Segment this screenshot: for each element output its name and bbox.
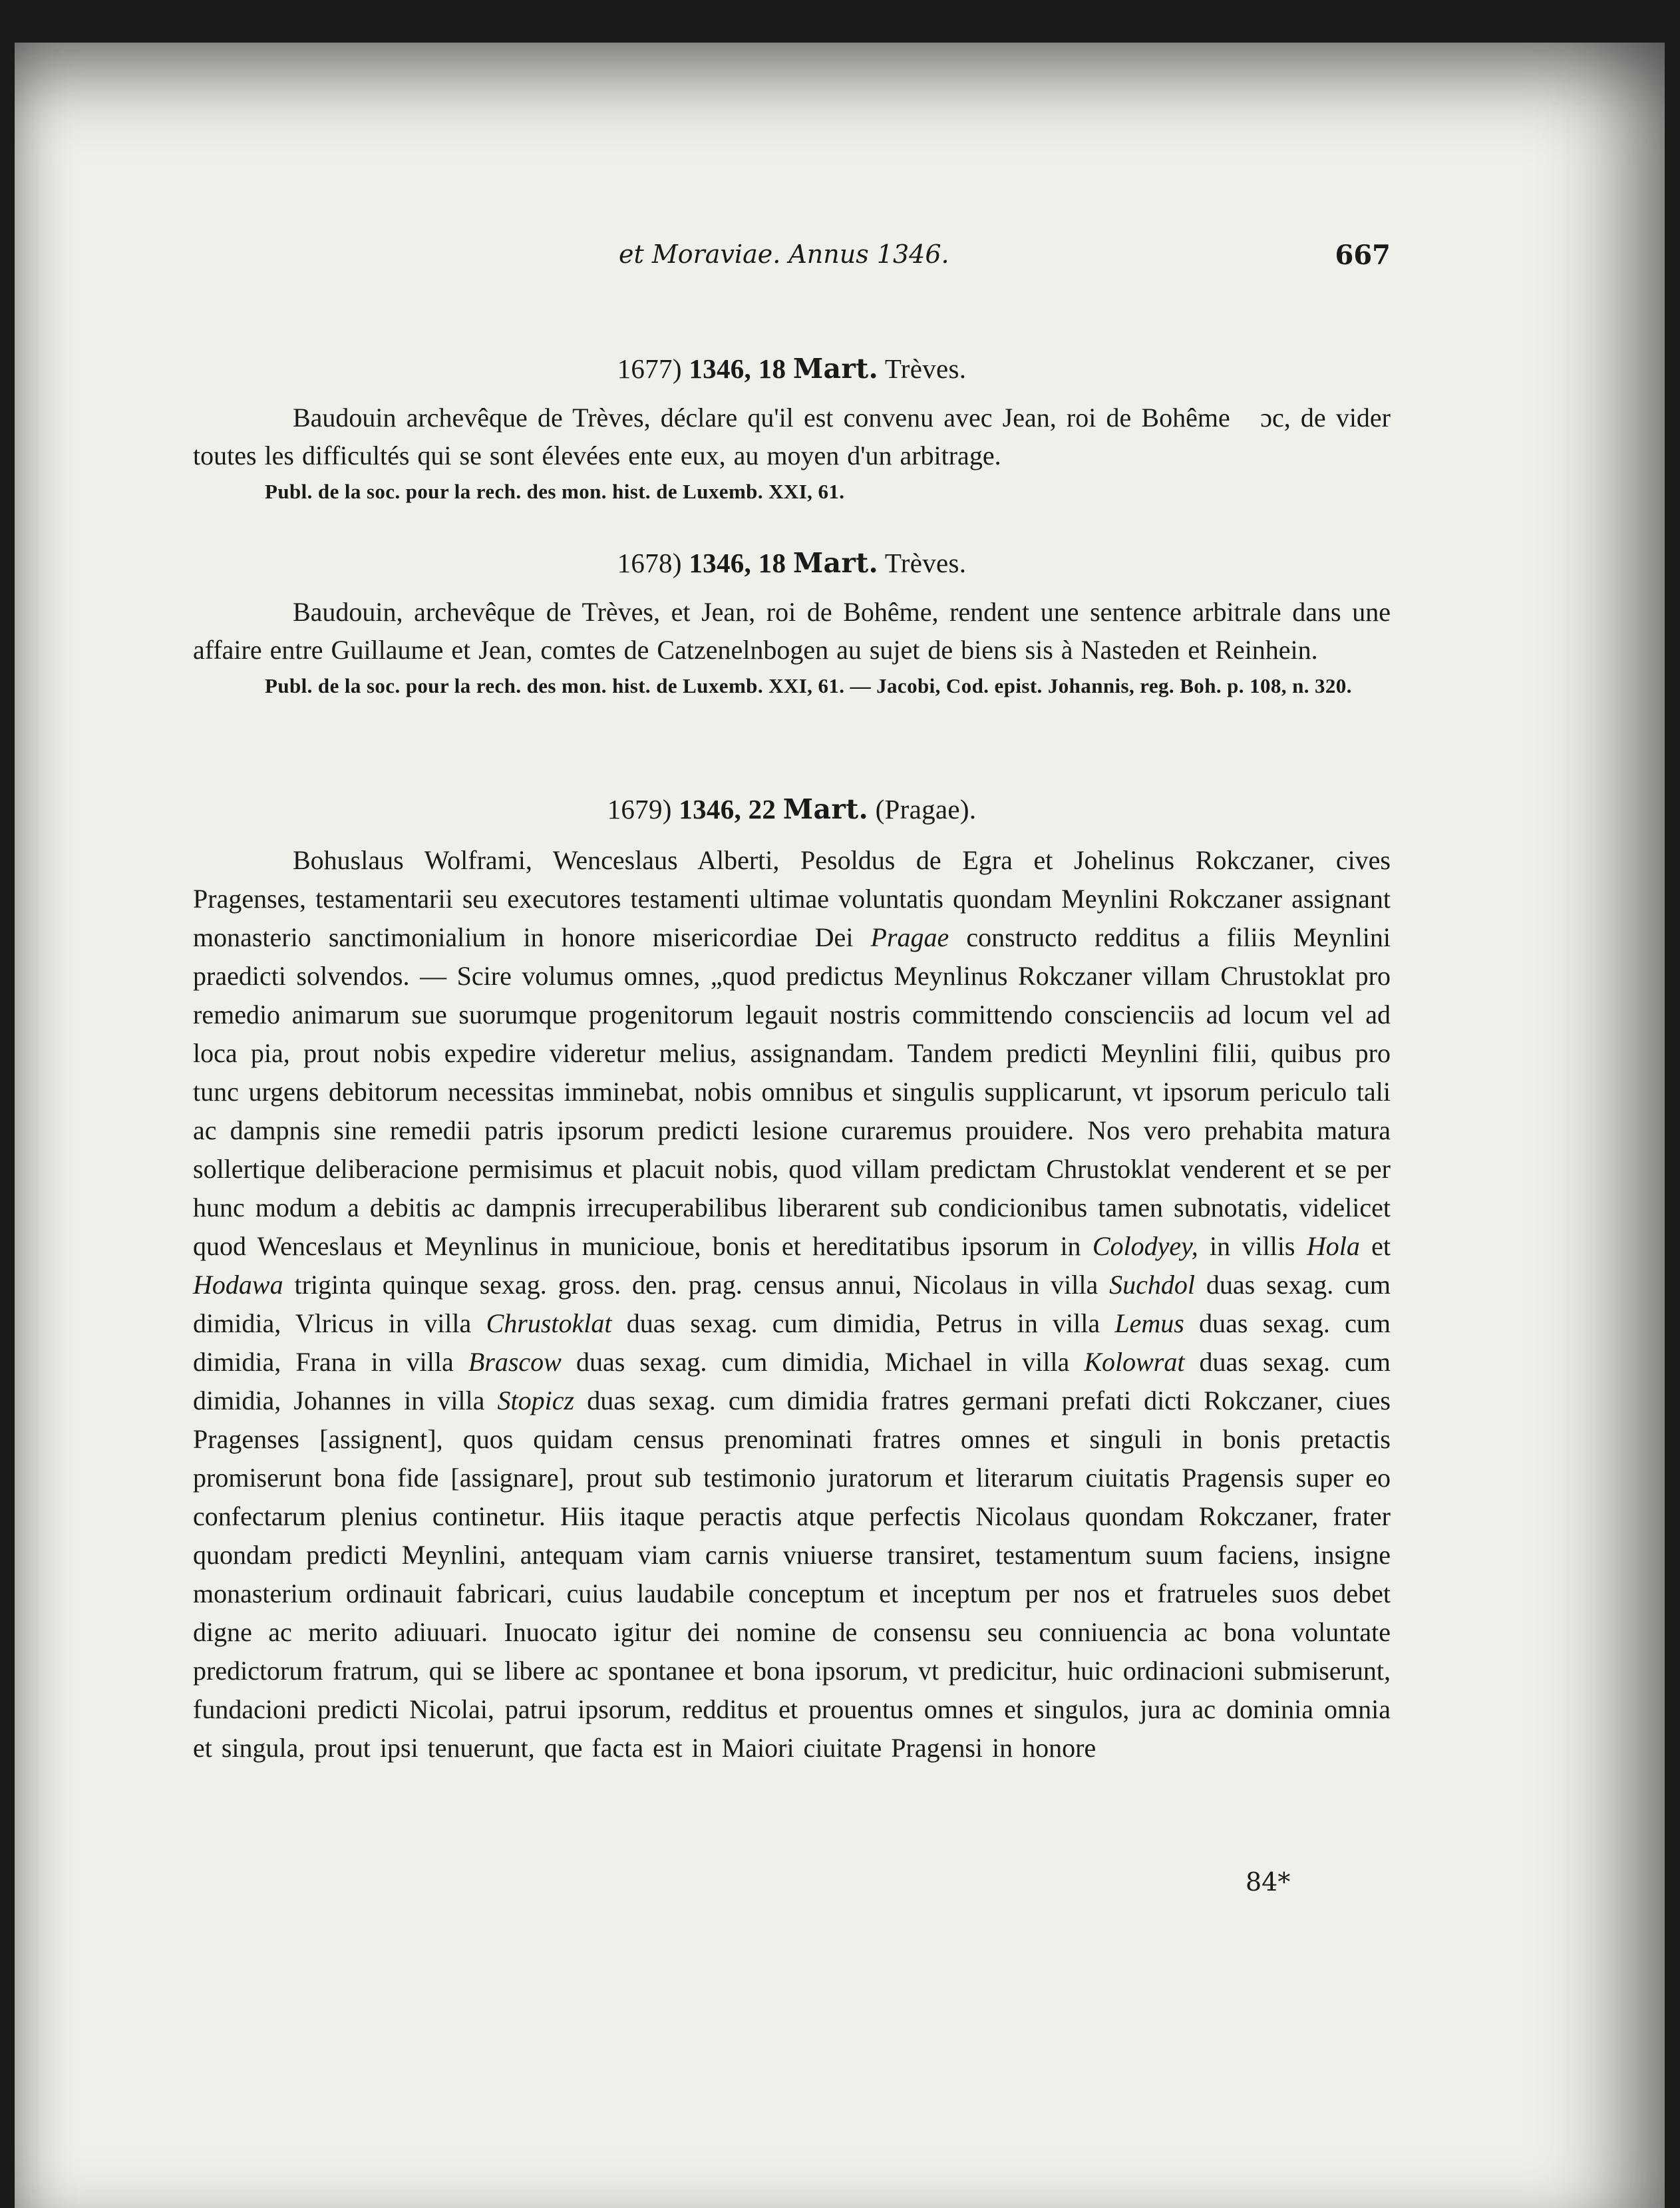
entry-reference: Publ. de la soc. pour la rech. des mon. hist. de Luxemb. XXI, 61. — Jacobi, Cod. epist. Johannis, reg. Boh. p. 108, n. 320. bbox=[265, 674, 1352, 698]
entry-text: Baudouin archevêque de Trèves, déclare qu'il est convenu avec Jean, roi de Bohême ɔc, de vider toutes les difficultés qui se sont élevées ente eux, au moyen d'un arbitrage. bbox=[193, 403, 1391, 470]
entry-1679 bbox=[193, 793, 1391, 1767]
page-number: 667 bbox=[1335, 240, 1391, 271]
entry-1678 bbox=[193, 547, 1391, 700]
entry-text: Baudouin, archevêque de Trèves, et Jean, roi de Bohême, rendent une sentence arbitrale dans une affaire entre Guillaume et Jean, comtes de Catzenelnbogen au sujet de biens sis à Nasteden et Reinhein. bbox=[193, 597, 1391, 665]
entry-1677 bbox=[193, 353, 1391, 506]
entry-text: Bohuslaus Wolframi, Wenceslaus Alberti, Pesoldus de Egra et Johelinus Rokczaner, cives Pragenses, testamentarii seu executores testamenti ultimae voluntatis quondam Meynlini Rokczaner assignant monasterio sanctimonialium in honore misericordiae Dei Pragae constructo redditus a filiis Meynlini praedicti solvendos. — Scire volumus omnes, „quod predictus Meynlinus Rokczaner villam Chrustoklat pro remedio animarum sue suorumque progenitorum legauit nostris committendo conscienciis ad locum vel ad loca pia, prout nobis expedire videretur melius, assignandam. Tandem predicti Meynlini filii, quibus pro tunc urgens debitorum necessitas imminebat, nobis omnibus et singulis supplicarunt, vt ipsorum periculo tali ac dampnis sine remedii patris ipsorum predicti lesione curaremus prouidere. Nos vero prehabita matura sollertique deliberacione permisimus et placuit nobis, quod villam predictam Chrustoklat venderent et se per hunc modum a debitis ac dampnis irrecuperabilibus liberarent sub condicionibus tamen subnotatis, videlicet quod Wenceslaus et Meynlinus in municioue, bonis et hereditatibus ipsorum in Colodyey, in villis Hola et Hodawa triginta quinque sexag. gross. den. prag. census annui, Nicolaus in villa Suchdol duas sexag. cum dimidia, Vlricus in villa Chrustoklat duas sexag. cum dimidia, Petrus in villa Lemus duas sexag. cum dimidia, Frana in villa Brascow duas sexag. cum dimidia, Michael in villa Kolowrat duas sexag. cum dimidia, Johannes in villa Stopicz duas sexag. cum dimidia fratres germani prefati dicti Rokczaner, ciues Pragenses [assignent], quos quidam census prenominati fratres omnes et singuli in bonis pretactis promiserunt bona fide [assignare], prout sub testimonio juratorum et literarum ciuitatis Pragensis super eo confectarum plenius continetur. Hiis itaque peractis atque perfectis Nicolaus quondam Rokczaner, frater quondam predicti Meynlini, antequam viam carnis vniuerse transiret, testamentum suum faciens, insigne monasterium ordinauit fabricari, cuius laudabile conceptum et inceptum per nos et fratrueles suos debet digne ac merito adiuuari. Inuocato igitur dei nomine de consensu seu conniuencia ac bona voluntate predictorum fratrum, qui se libere ac spontanee et bona ipsorum, vt predicitur, huic ordinacioni submiserunt, fundacioni predicti Nicolai, patrui ipsorum, redditus et prouentus omnes et singulos, jura ac dominia omnia et singula, prout ipsi tenuerunt, que facta est in Maiori ciuitate Pragensi in honore bbox=[193, 845, 1391, 1763]
signature-mark: 84* bbox=[1246, 1867, 1291, 1897]
entry-heading: 1677) 1346, 18 Mart. Trèves. bbox=[617, 353, 967, 385]
running-title: et Moraviae. Annus 1346. bbox=[619, 240, 949, 269]
entry-reference: Publ. de la soc. pour la rech. des mon. hist. de Luxemb. XXI, 61. bbox=[265, 480, 845, 504]
entry-heading: 1679) 1346, 22 Mart. (Pragae). bbox=[607, 793, 977, 825]
entry-heading: 1678) 1346, 18 Mart. Trèves. bbox=[617, 547, 967, 579]
running-head bbox=[193, 240, 1391, 279]
